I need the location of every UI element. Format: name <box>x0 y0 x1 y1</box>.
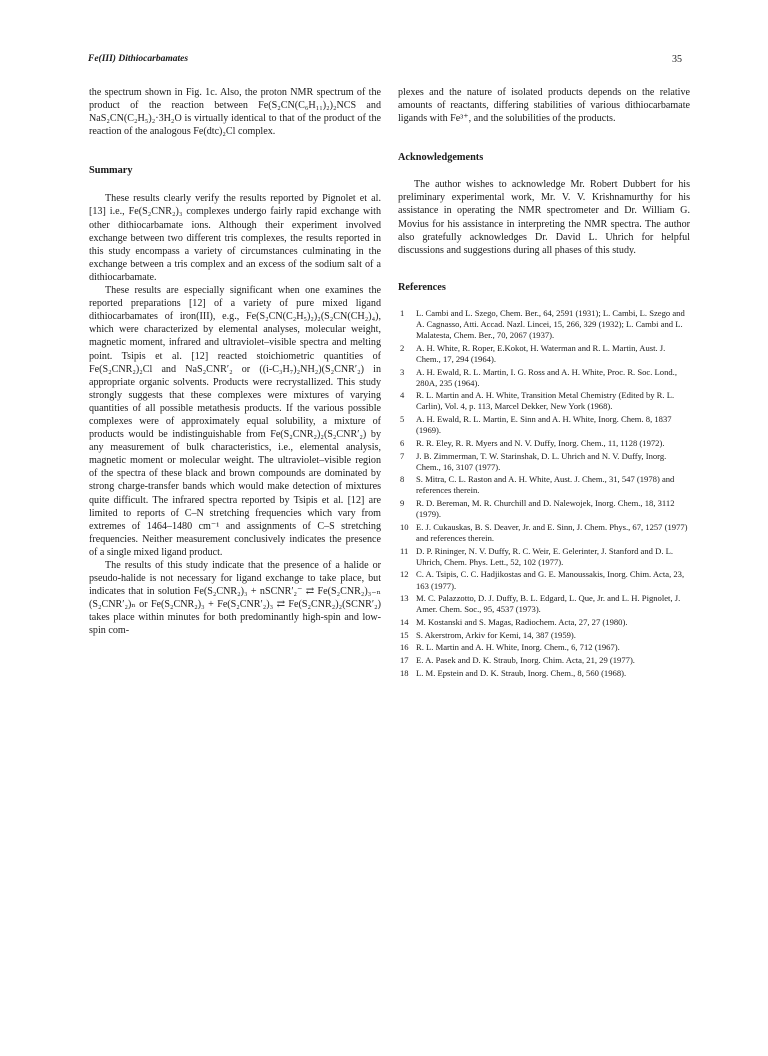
running-title: Fe(III) Dithiocarbamates <box>88 54 189 64</box>
reference-item <box>398 522 690 544</box>
page-number: 35 <box>672 54 682 65</box>
reference-item <box>398 414 690 436</box>
reference-number: 11 <box>400 545 409 556</box>
reference-number: 3 <box>400 366 405 377</box>
reference-number: 12 <box>400 569 409 580</box>
reference-text: D. P. Rininger, N. V. Duffy, R. C. Weir, E. Gelerinter, J. Stanford and D. L. Uhrich, Chem. Phys. Lett., 52, 102 (1977). <box>416 545 674 567</box>
intro-paragraph: the spectrum shown in Fig. 1c. Also, the proton NMR spectrum of the product of the reaction between Fe(S₂CN(C₆H₁₁)₂)₂NCS and NaS₂CN(C₂H₅)₂·3H₂O is virtually identical to that of the product of the reaction of the analogous Fe(dtc)₂Cl complex. <box>89 87 381 138</box>
reference-text: E. J. Cukauskas, B. S. Deaver, Jr. and E. Sinn, J. Chem. Phys., 67, 1257 (1977) and references therein. <box>416 521 688 543</box>
reference-item <box>398 630 690 641</box>
reference-item <box>398 390 690 412</box>
reference-text: M. Kostanski and S. Magas, Radiochem. Acta, 27, 27 (1980). <box>416 617 628 627</box>
summary-heading: Summary <box>89 165 133 177</box>
reference-number: 10 <box>400 521 409 532</box>
reference-item <box>398 593 690 615</box>
references-heading: References <box>398 281 446 293</box>
reference-item <box>398 438 690 449</box>
reference-item <box>398 668 690 679</box>
reference-text: R. L. Martin and A. H. White, Transition Metal Chemistry (Edited by R. L. Carlin), Vol. 4, p. 113, Marcel Dekker, New York (1968). <box>416 390 675 412</box>
reference-item <box>398 343 690 365</box>
reference-item <box>398 367 690 389</box>
reference-item <box>398 474 690 496</box>
reference-text: A. H. White, R. Roper, E.Kokot, H. Waterman and R. L. Martin, Aust. J. Chem., 17, 294 (1964). <box>416 342 666 364</box>
reference-text: S. Akerstrom, Arkiv for Kemi, 14, 387 (1959). <box>416 629 576 640</box>
reference-text: S. Mitra, C. L. Raston and A. H. White, Aust. J. Chem., 31, 547 (1978) and references therein. <box>416 474 675 496</box>
reference-item <box>398 498 690 520</box>
reference-item <box>398 655 690 666</box>
reference-number: 7 <box>400 450 405 461</box>
summary-paragraph-3: The results of this study indicate that the presence of a halide or pseudo-halide is not necessary for ligand exchange to take place, but indicates that in solution Fe(S₂CNR₂)₃ + nSCNR′₂⁻ ⇄ Fe(S₂CNR₂)₃₋ₙ (S₂CNR′₂)ₙ or Fe(S₂CNR₂)₃ + Fe(S₂CNR′₂)₃ ⇄ Fe(S₂CNR₂)₂(SCNR′₂) takes place within minutes for both predominantly high-spin and low-spin com- <box>89 560 381 637</box>
references-list <box>398 308 690 679</box>
right-column <box>398 86 690 680</box>
summary-paragraph-2: These results are especially significant when one examines the reported preparations [12] of a variety of pure mixed ligand dithiocarbamates of iron(III), e.g., Fe(S₂CN(C₂H₅)₂)₂(S₂CN(CH₂)₄), which were characterized by elemental analyses, molecular weight, magnetic moment, infrared and ultraviolet–visible spectra and melting point. Tsipis et al. [12] reacted stoichiometric quantities of Fe(S₂CNR₂)₂Cl and NaS₂CNR′₂ or ((i-C₃H₇)₂NH₂)(S₂CNR′₂) in appropriate organic solvents. Products were recrystallized. This study strongly suggests that these complexes were mixtures of varying quantities of all possible metathesis products. If the various possible complexes were of approximately equal solubility, a mixture of products would be indistinguishable from Fe(S₂CNR₂)₂(S₂CNR′₂) by any measurement of bulk characteristics, i.e., elemental analysis, magnetic moment or molecular weight. The ultraviolet–visible region of the spectra of these black and brown compounds are dominated by strong charge-transfer bands which would make detection of mixtures quite difficult. The infrared spectra reported by Tsipis et al. [12] are limited to reports of C–N stretching frequencies which vary from extremes of 1464–1480 cm⁻¹ and assignments of C–S stretching frequencies. Neither measurement conclusively indicates the presence of a single mixed ligand product. <box>89 285 381 558</box>
continuation-paragraph: plexes and the nature of isolated products depends on the relative amounts of reactants, differing stabilities of various dithiocarbamate ligands with Fe³⁺, and the solubilities of the products. <box>398 87 690 125</box>
left-column <box>89 86 381 638</box>
reference-item <box>398 546 690 568</box>
reference-number: 8 <box>400 474 405 485</box>
reference-number: 1 <box>400 307 405 318</box>
reference-item <box>398 569 690 591</box>
reference-text: L. Cambi and L. Szego, Chem. Ber., 64, 2591 (1931); L. Cambi, L. Szego and A. Cagnasso, Atti. Accad. Nazl. Lincei, 15, 266, 329 (1932); L. Cambi and L. Malatesta, Chem. Ber., 70, 2067 (1937). <box>416 307 685 341</box>
reference-number: 5 <box>400 414 405 425</box>
reference-text: A. H. Ewald, R. L. Martin, E. Sinn and A. H. White, Inorg. Chem. 8, 1837 (1969). <box>416 414 672 436</box>
reference-text: L. M. Epstein and D. K. Straub, Inorg. Chem., 8, 560 (1968). <box>416 667 627 678</box>
reference-number: 14 <box>400 617 409 627</box>
reference-number: 15 <box>400 629 409 640</box>
reference-text: R. R. Eley, R. R. Myers and N. V. Duffy, Inorg. Chem., 11, 1128 (1972). <box>416 437 665 448</box>
reference-text: R. D. Bereman, M. R. Churchill and D. Nalewojek, Inorg. Chem., 18, 3112 (1979). <box>416 498 675 520</box>
reference-number: 4 <box>400 390 405 401</box>
reference-number: 6 <box>400 437 405 448</box>
reference-item <box>398 642 690 653</box>
reference-text: R. L. Martin and A. H. White, Inorg. Chem., 6, 712 (1967). <box>416 642 620 653</box>
reference-text: E. A. Pasek and D. K. Straub, Inorg. Chim. Acta, 21, 29 (1977). <box>416 655 635 666</box>
reference-text: C. A. Tsipis, C. C. Hadjikostas and G. E. Manoussakis, Inorg. Chim. Acta, 23, 163 (1977). <box>416 569 685 591</box>
reference-number: 17 <box>400 655 409 666</box>
acknowledgements-paragraph: The author wishes to acknowledge Mr. Robert Dubbert for his preliminary experimental work, Mr. V. V. Krishnamurthy for his assistance in operating the NMR spectrometer and Dr. William G. Movius for his assistance in interpreting the NMR spectra. The author also gratefully acknowledges Dr. David L. Uhrich for helpful discussions and suggestions during all phases of this study. <box>398 179 690 256</box>
reference-text: M. C. Palazzotto, D. J. Duffy, B. L. Edgard, L. Que, Jr. and L. H. Pignolet, J. Amer. Chem. Soc., 95, 4537 (1973). <box>416 593 681 615</box>
summary-paragraph-1: These results clearly verify the results reported by Pignolet et al. [13] i.e., Fe(S₂CNR₂)₃ complexes undergo fairly rapid exchange with other dithiocarbamate ions. Although their experiment involved exchange between two different tris complexes, the results reported in this study encompass a variety of circumstances culminating in the exchange between a tris complex and an excess of the sodium salt of a dithiocarbamate. <box>89 193 381 283</box>
reference-number: 16 <box>400 642 409 653</box>
reference-number: 2 <box>400 342 405 353</box>
reference-number: 13 <box>400 593 409 604</box>
reference-text: A. H. Ewald, R. L. Martin, I. G. Ross and A. H. White, Proc. R. Soc. Lond., 280A, 235 (1964). <box>416 366 677 388</box>
reference-number: 9 <box>400 498 405 509</box>
reference-number: 18 <box>400 667 409 678</box>
acknowledgements-heading: Acknowledgements <box>398 152 484 164</box>
reference-item <box>398 451 690 473</box>
reference-text: J. B. Zimmerman, T. W. Starinshak, D. L. Uhrich and N. V. Duffy, Inorg. Chem., 16, 3107 (1977). <box>416 450 667 472</box>
reference-item <box>398 308 690 341</box>
reference-item <box>398 617 690 628</box>
